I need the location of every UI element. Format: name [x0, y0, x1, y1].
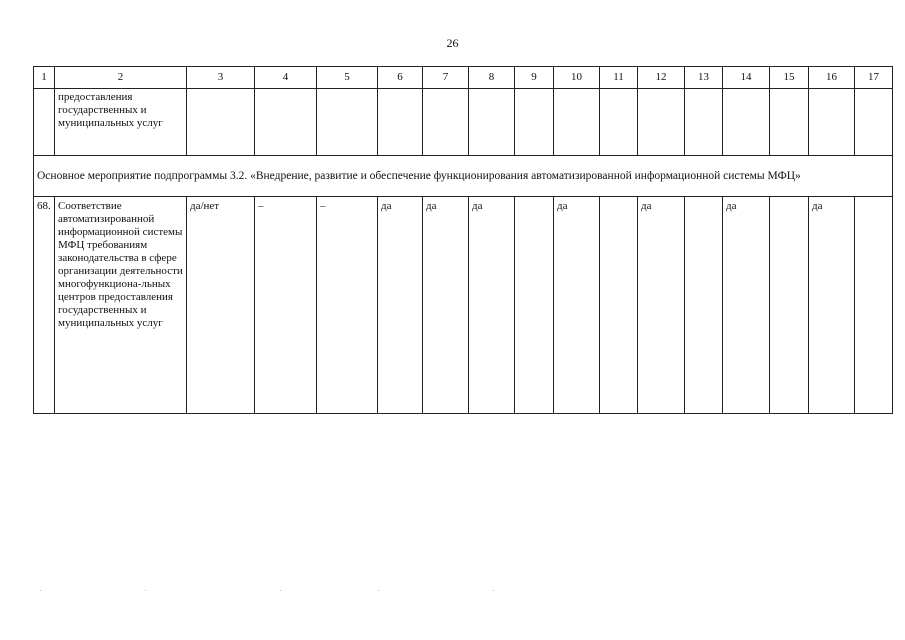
continuation-row [34, 89, 893, 156]
header-cell: 4 [255, 67, 317, 89]
value-cell: да [423, 197, 469, 414]
value-cell: да [723, 197, 770, 414]
value-cell: – [317, 197, 378, 414]
indicator-table [33, 66, 893, 414]
page-number: 26 [446, 36, 459, 50]
table-cell [554, 89, 600, 156]
header-cell: 10 [554, 67, 600, 89]
table-cell [469, 89, 515, 156]
row-number: 68. [34, 197, 55, 414]
scan-artifact [280, 590, 281, 591]
table-cell [638, 89, 685, 156]
table-cell [685, 89, 723, 156]
value-cell [600, 197, 638, 414]
value-cell: да [809, 197, 855, 414]
header-cell: 9 [515, 67, 554, 89]
table-cell [600, 89, 638, 156]
header-cell: 1 [34, 67, 55, 89]
header-cell: 7 [423, 67, 469, 89]
header-cell: 5 [317, 67, 378, 89]
table-cell [515, 89, 554, 156]
value-cell: да [638, 197, 685, 414]
value-cell: – [255, 197, 317, 414]
table-cell [34, 89, 55, 156]
header-cell: 2 [55, 67, 187, 89]
value-cell [515, 197, 554, 414]
header-cell: 6 [378, 67, 423, 89]
value-cell: да [554, 197, 600, 414]
value-cell [685, 197, 723, 414]
table-cell [255, 89, 317, 156]
value-cell: да [469, 197, 515, 414]
table-cell [423, 89, 469, 156]
value-cell: да [378, 197, 423, 414]
header-cell: 15 [770, 67, 809, 89]
scan-artifact [145, 590, 146, 591]
value-cell: да/нет [187, 197, 255, 414]
table-cell [317, 89, 378, 156]
section-title: Основное мероприятие подпрограммы 3.2. «Внедрение, развитие и обеспечение функционирования автоматизированной информационной системы МФЦ» [34, 156, 893, 197]
table-cell [855, 89, 893, 156]
header-cell: 3 [187, 67, 255, 89]
header-cell: 16 [809, 67, 855, 89]
header-cell: 12 [638, 67, 685, 89]
table-cell [187, 89, 255, 156]
table-cell [378, 89, 423, 156]
header-cell: 11 [600, 67, 638, 89]
value-cell [855, 197, 893, 414]
scan-artifact [40, 590, 41, 591]
indicator-description: Соответствие автоматизированной информационной системы МФЦ требованиям законодательства в сфере организации деятельности многофункциона-льных центров предоставления государственных и муниципальных услуг [55, 197, 187, 414]
header-row [34, 67, 893, 89]
scan-artifact [493, 590, 494, 591]
header-cell: 8 [469, 67, 515, 89]
continuation-description: предоставления государственных и муниципальных услуг [55, 89, 187, 156]
header-cell: 13 [685, 67, 723, 89]
header-cell: 17 [855, 67, 893, 89]
value-cell [770, 197, 809, 414]
table-row [34, 197, 893, 414]
table-cell [770, 89, 809, 156]
header-cell: 14 [723, 67, 770, 89]
section-row [34, 156, 893, 197]
scan-artifact [378, 590, 379, 591]
table-cell [809, 89, 855, 156]
table-cell [723, 89, 770, 156]
